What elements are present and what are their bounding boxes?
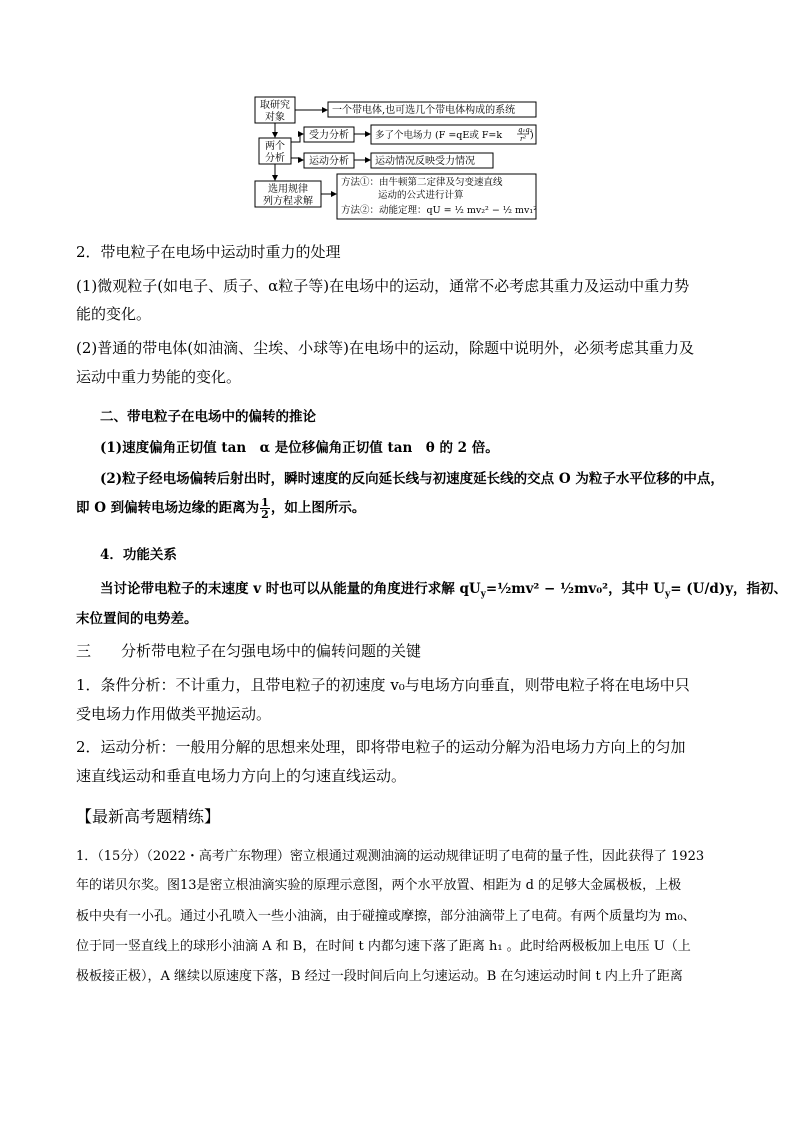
exam-q1-line3: 板中央有一小孔。通过小孔喷入一些小油滴，由于碰撞或摩擦，部分油滴带上了电荷。有两个质量均为 m₀、 <box>76 909 696 924</box>
energy-line2: 末位置间的电势差。 <box>76 611 198 627</box>
energy-sub-y-2: y <box>665 589 671 600</box>
section3-heading: 三 分析带电粒子在匀强电场中的偏转问题的关键 <box>76 642 422 660</box>
force-desc-frac-den: r² <box>520 135 527 143</box>
energy-heading: 4．功能关系 <box>100 547 177 563</box>
box-research-object-line1: 取研究 <box>260 100 290 111</box>
flowchart-diagram <box>0 0 794 230</box>
section2-heading: 2．带电粒子在电场中运动时重力的处理 <box>76 243 341 261</box>
energy-line1-eq: =½mv² − ½mv₀²，其中 U <box>485 581 666 597</box>
energy-line1-suffix: = (U/d)y，指初、 <box>670 581 788 597</box>
section2-p1-line2: 能的变化。 <box>76 305 152 323</box>
box-two-analyses-line2: 分析 <box>265 153 285 164</box>
energy-line1 <box>100 577 787 600</box>
exam-q1-line1: 1．（15分）（2022・高考广东物理）密立根通过观测油滴的运动规律证明了电荷的量子性，因此获得了 1923 <box>76 849 705 864</box>
section3-c2-line1: 2．运动分析：一般用分解的思想来处理，即将带电粒子的运动分解为沿电场力方向上的匀加 <box>76 738 686 756</box>
deflection-item2-line1: (2)粒子经电场偏转后射出时，瞬时速度的反向延长线与初速度延长线的交点 O 为粒子水平位移的中点， <box>100 471 724 487</box>
frac-half-num: 1 <box>261 496 269 509</box>
section2-p1-line1: (1)微观粒子(如电子、质子、α粒子等)在电场中的运动，通常不必考虑其重力及运动中重力势 <box>76 277 690 295</box>
exam-heading: 【最新高考题精练】 <box>76 807 221 826</box>
force-analysis-label: 受力分析 <box>309 130 349 141</box>
object-desc-text: 一个带电体,也可选几个带电体构成的系统 <box>332 105 516 116</box>
deflection-item2-prefix: 即 O 到偏转电场边缘的距离为 <box>76 500 260 516</box>
box-laws-line1: 选用规律 <box>268 184 308 195</box>
section2-p2-line1: (2)普通的带电体(如油滴、尘埃、小球等)在电场中的运动，除题中说明外，必须考虑其重力及 <box>76 339 694 357</box>
deflection-item2-line2 <box>76 496 365 520</box>
box-laws-line2: 列方程求解 <box>263 196 313 207</box>
deflection-item1: (1)速度偏角正切值 tan α 是位移偏角正切值 tan θ 的 2 倍。 <box>100 440 499 456</box>
method1-line1: 方法①：由牛顿第二定律及匀变速直线 <box>341 177 503 188</box>
motion-analysis-label: 运动分析 <box>309 156 349 167</box>
method2-line: 方法②：动能定理：qU = ½ mv₂² − ½ mv₁² <box>341 205 538 216</box>
force-desc-frac-num: q₁q₂ <box>518 126 533 134</box>
exam-q1-line4: 位于同一竖直线上的球形小油滴 A 和 B，在时间 t 内都匀速下落了距离 h₁ 。此时给两极板加上电压 U（上 <box>76 939 691 954</box>
exam-q1-line5: 极板接正极），A 继续以原速度下落，B 经过一段时间后向上匀速运动。B 在匀速运动时间 t 内上升了距离 <box>76 969 683 984</box>
energy-line1-prefix: 当讨论带电粒子的末速度 v 时也可以从能量的角度进行求解 qU <box>100 581 481 597</box>
box-two-analyses-line1: 两个 <box>265 141 285 152</box>
svg-text:): ) <box>530 130 534 141</box>
force-desc-text: 多了个电场力 (F =qE或 F=k <box>375 130 503 141</box>
method1-line2: 运动的公式进行计算 <box>378 190 464 201</box>
section3-c1-line1: 1．条件分析：不计重力，且带电粒子的初速度 v₀与电场方向垂直，则带电粒子将在电场中只 <box>76 676 690 694</box>
exam-q1-line2: 年的诺贝尔奖。图13是密立根油滴实验的原理示意图，两个水平放置、相距为 d 的足够大金属极板，上极 <box>76 878 682 893</box>
motion-desc-text: 运动情况反映受力情况 <box>375 156 475 167</box>
energy-sub-y: y <box>480 589 486 600</box>
deflection-heading: 二、带电粒子在电场中的偏转的推论 <box>100 409 316 425</box>
deflection-item2-suffix: ，如上图所示。 <box>270 500 366 516</box>
frac-half-den: 2 <box>261 508 269 521</box>
section3-c2-line2: 速直线运动和垂直电场力方向上的匀速直线运动。 <box>76 767 407 785</box>
box-research-object-line2: 对象 <box>265 112 285 123</box>
section2-p2-line2: 运动中重力势能的变化。 <box>76 368 242 386</box>
section3-c1-line2: 受电场力作用做类平抛运动。 <box>76 705 272 723</box>
